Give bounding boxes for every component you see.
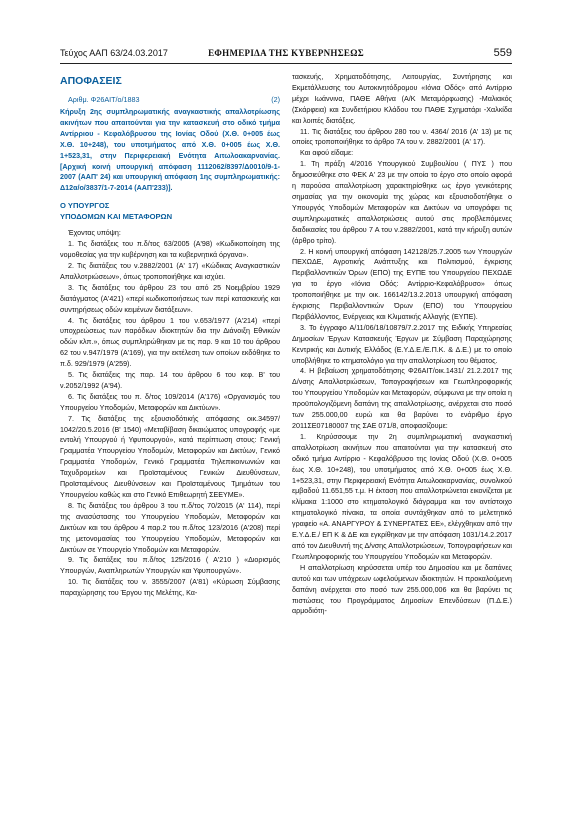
paragraph: 4. Τις διατάξεις του άρθρου 1 του ν.653/1977 (Α'214) «περί υποχρεώσεως των παρόδιων ιδιοκτητών δια την Διάνοιξη Εθνικών οδών κλπ.», όπως συμπληρώθηκαν με τις παρ. 9 και 10 του άρθρου 62 του ν.947/1979 (Α'169), για την εκτέλεση των οποίων εκδόθηκε το π.δ. 929/1979 (Α'259). bbox=[60, 316, 280, 369]
authority-line-1: Ο ΥΠΟΥΡΓΟΣ bbox=[60, 201, 110, 211]
paragraph: 1. Κηρύσσουμε την 2η συμπληρωματική αναγκαστική απαλλοτρίωση ακινήτων που απαιτούνται για την κατασκευή στο οδικό τμήμα Αντίρριο - Κεφαλόβρυσο της Ιονίας Οδού (Χ.Θ. 0+005 έως Χ.Θ. 10+248), του υποτμήματος από Χ.Θ. 0+005 έως Χ.Θ. 1+523,31, στην Περιφερειακή Ενότητα Αιτωλοακαρνανίας, συνολικού εμβαδού 11.651,55 τ.μ. Η έκταση που απαλλοτριώνεται εικονίζεται με κλίμακα 1:1000 στο κτηματολογικό διάγραμμα και τον αντίστοιχο κτηματολογικό πίνακα, τα οποία συντάχθηκαν από το μελετητικό γραφείο «Α. ΑΝΑΡΓΥΡΟΥ & ΣΥΝΕΡΓΑΤΕΣ ΕΕ», ελέγχθηκαν από την Ε.Υ.Δ.Ε./ ΕΠ Κ & ΔΕ και εγκρίθηκαν με την απόφαση 1031/14.2.2017 από τον Διευθυντή της Δ/νσης Απαλλοτριώσεων, Τοπογραφήσεων και Γεωπληροφορικής του Υπουργείου Υποδομών και Μεταφορών. bbox=[292, 432, 512, 561]
paragraph: 6. Τις διατάξεις του π. δ/τος 109/2014 (Α'176) «Οργανισμός του Υπουργείου Υποδομών, Μεταφορών και Δικτύων». bbox=[60, 392, 280, 412]
paragraph: 8. Τις διατάξεις του άρθρου 3 του π.δ/τος 70/2015 (Α' 114), περί της ανασύστασης του Υπουργείου Υποδομών, Μεταφορών και Δικτύων και του άρθρου 4 παρ.2 του π.δ/τος 123/2016 (Α'208) περί της μετονομασίας του Υπουργείου Υποδομών, Μεταφορών και Δικτύων σε Υπουργείο Υποδομών και Μεταφορών. bbox=[60, 501, 280, 554]
gazette-title: ΕΦΗΜΕΡΙΔΑ ΤΗΣ ΚΥΒΕΡΝΗΣΕΩΣ bbox=[208, 48, 364, 58]
issue-label: Τεύχος ΑΑΠ 63/24.03.2017 bbox=[60, 48, 168, 58]
decision-number: Αριθμ. Φ26ΑΙΤ/ο/1883 bbox=[68, 95, 140, 104]
left-body bbox=[60, 228, 280, 599]
paragraph: 11. Τις διατάξεις του άρθρου 280 του ν. 4364/ 2016 (Α' 13) με τις οποίες τροποποιήθηκε το άρθρο 7Α του ν. 2882/2001 (Α' 17). bbox=[292, 127, 512, 147]
paragraph: Έχοντας υπόψη: bbox=[68, 229, 121, 238]
section-title: ΑΠΟΦΑΣΕΙΣ bbox=[60, 75, 122, 87]
paragraph: 9. Τις διατάξεις του π.δ/τος 125/2016 ( Α'210 ) «Διορισμός Υπουργών, Αναπληρωτών Υπουργών και Υφυπουργών». bbox=[60, 556, 280, 576]
paragraph: 2. Η κοινή υπουργική απόφαση 142128/25.7.2005 των Υπουργών ΠΕΧΩΔΕ, Αγροτικής Ανάπτυξης και Πολιτισμού, έγκρισης Περιβαλλοντικών Όρων (ΕΠΟ) της ΕΥΠΕ του Υπουργείου ΠΕΧΩΔΕ για το έργο «Ιόνια Οδός: Αντίρριο-Κεφαλόβρυσο» όπως τροποποιήθηκε με την οικ. 166142/13.2.2013 υπουργική απόφαση έγκρισης Περιβαλλοντικών Όρων (ΕΠΟ) του Υπουργείου Περιβάλλοντος, Ενέργειας και Κλιματικής Αλλαγής (ΕΥΠΕ). bbox=[292, 247, 512, 321]
paragraph: Και αφού είδαμε: bbox=[300, 149, 354, 158]
paragraph: Η απαλλοτρίωση κηρύσσεται υπέρ του Δημοσίου και με δαπάνες αυτού και των υπόχρεων ωφελούμενων ιδιοκτητών. Η προκαλούμενη δαπάνη ανέρχεται στο ποσό των 255.000,006 και θα βαρύνει τις πιστώσεις του Προγράμματος Δημοσίων Επενδύσεων (Π.Δ.Ε.) αρμοδιότη- bbox=[292, 563, 512, 616]
paragraph: 1. Τις διατάξεις του π.δ/τος 63/2005 (Α'98) «Κωδικοποίηση της νομοθεσίας για την κυβέρνηση και τα κυβερνητικά όργανα». bbox=[60, 240, 280, 260]
paragraph: 2. Τις διατάξεις του ν.2882/2001 (Α' 17) «Κώδικας Αναγκαστικών Απαλλοτριώσεων», όπως τροποποιήθηκε και ισχύει. bbox=[60, 261, 280, 281]
paragraph: 4. Η βεβαίωση χρηματοδότησης Φ26ΑΙΤ/οικ.1431/ 21.2.2017 της Δ/νσης Απαλλοτριώσεων, Τοπογραφήσεων και Γεωπληροφορικής του Υπουργείου Υποδομών και Μεταφορών, σύμφωνα με την οποία η προϋπολογιζόμενη δαπάνη της απαλλοτρίωσης, ανέρχεται στο ποσό των 255.000,00 ευρώ και θα βαρύνει το ενάριθμο έργο 2011ΣΕ07180007 της ΣΑΕ 071/8, αποφασίζουμε: bbox=[292, 367, 513, 430]
decision-title: Κήρυξη 2ης συμπληρωματικής αναγκαστικής απαλλοτρίωσης ακινήτων που απαιτούνται για την κατασκευή στο οδικό τμήμα Αντίρριου - Κεφαλόβρυσου της Ιονίας Οδού (Χ.Θ. 0+005 έως Χ.Θ. 10+248), του υποτμήματος από Χ.Θ. 0+005 έως Χ.Θ. 1+523,31, στην Περιφερειακή Ενότητα Αιτωλοακαρνανίας. [Αρχική κοινή υπουργική απόφαση 1112062/8397/Δ0010/9-1-2007 (ΑΑΠ' 24) και υπουργική απόφαση 1ης συμπληρωματικής: Δ12α/ο/3837/1-7-2014 (ΑΑΠ'233)]. bbox=[60, 108, 280, 193]
paragraph: τασκευής, Χρηματοδότησης, Λειτουργίας, Συντήρησης και Εκμετάλλευσης του Αυτοκινητόδρομου «Ιόνια Οδός» από Αντίρριο μέχρι Ιωάννινα, ΠΑΘΕ Αθήνα (Α/Κ Μεταμόρφωσης) -Μαλιακός (Σκάρφεια) και Συνδετήριου Κλάδου του ΠΑΘΕ Σχηματάρι -Χαλκίδα και λοιπές διατάξεις. bbox=[292, 73, 512, 125]
decision-number-row bbox=[60, 94, 280, 105]
paragraph: 1. Τη πράξη 4/2016 Υπουργικού Συμβουλίου ( ΠΥΣ ) που δημοσιεύθηκε στο ΦΕΚ Α' 23 με την οποία το έργο στο οποίο αφορά η παρούσα απαλλοτρίωση χαρακτηρίσθηκε ως έργο γενικότερης σημασίας για την οικονομία της χώρας και εξουσιοδοτήθηκε ο Υπουργός Υποδομών Μεταφορών και Δικτύων να υπογράφει τις συμπληρωματικές απαλλοτριώσεις αυτού στις προβλεπόμενες διαδικασίες του άρθρου 7 Α του ν.2882/2001, κατά την κήρυξη αυτών (άρθρο τρίτο). bbox=[292, 160, 512, 245]
decision-label: (2) bbox=[271, 95, 280, 104]
left-column bbox=[60, 72, 280, 599]
authority-line-2: ΥΠΟΔΟΜΩΝ ΚΑΙ ΜΕΤΑΦΟΡΩΝ bbox=[60, 212, 173, 222]
header-divider bbox=[60, 63, 512, 64]
page-number: 559 bbox=[493, 47, 512, 59]
paragraph: 3. Τις διατάξεις του άρθρου 23 του από 25 Νοεμβρίου 1929 διατάγματος (Α'421) «περί κωδικοποιήσεως των περί κατασκευής και συντηρήσεως οδών κειμένων διατάξεων». bbox=[60, 283, 280, 314]
paragraph: 5. Τις διατάξεις της παρ. 14 του άρθρου 6 του κεφ. Β' του ν.2052/1992 (Α'94). bbox=[60, 371, 280, 390]
authority-block bbox=[60, 200, 280, 222]
right-column bbox=[292, 72, 512, 617]
page-header bbox=[60, 46, 512, 60]
paragraph: 10. Τις διατάξεις του ν. 3555/2007 (Α'81) «Κύρωση Σύμβασης παραχώρησης του Έργου της Μελέτης, Κα- bbox=[60, 578, 280, 598]
paragraph: 3. Το έγγραφο Α/11/06/18/10879/7.2.2017 της Ειδικής Υπηρεσίας Δημοσίων Έργων Κατασκευής Έργων με Σύμβαση Παραχώρησης Κεντρικής και Δυτικής Ελλάδος (Ε.Υ.Δ.Ε./Ε.Π.Κ. & Δ.Ε.) με το οποίο υποβλήθηκε το κτηματολόγιο για την απαλλοτρίωση του θέματος. bbox=[292, 323, 512, 365]
paragraph: 7. Τις διατάξεις της εξουσιοδότικής απόφασης οικ.34597/ 1042/20.5.2016 (Β' 1540) «Μεταβίβαση δικαιώματος υπογραφής «με εντολή Υπουργού ή Υφυπουργού», κατά περίπτωση στους: Γενική Γραμματέα Υπουργείου Υποδομών, Μεταφορών και Δικτύων, Γενικό Γραμματέα Υποδομών, Γενικό Γραμματέα Τηλεπικοινωνιών και Ταχυδρομείων και Προϊσταμένους Γενικών Διευθύνσεων, Προϊσταμένους Διευθύνσεων και Προϊσταμένους Τμημάτων του Υπουργείου καθώς και στο Γενικό Επιθεωρητή ΣΕΕΥΜΕ». bbox=[60, 414, 280, 499]
